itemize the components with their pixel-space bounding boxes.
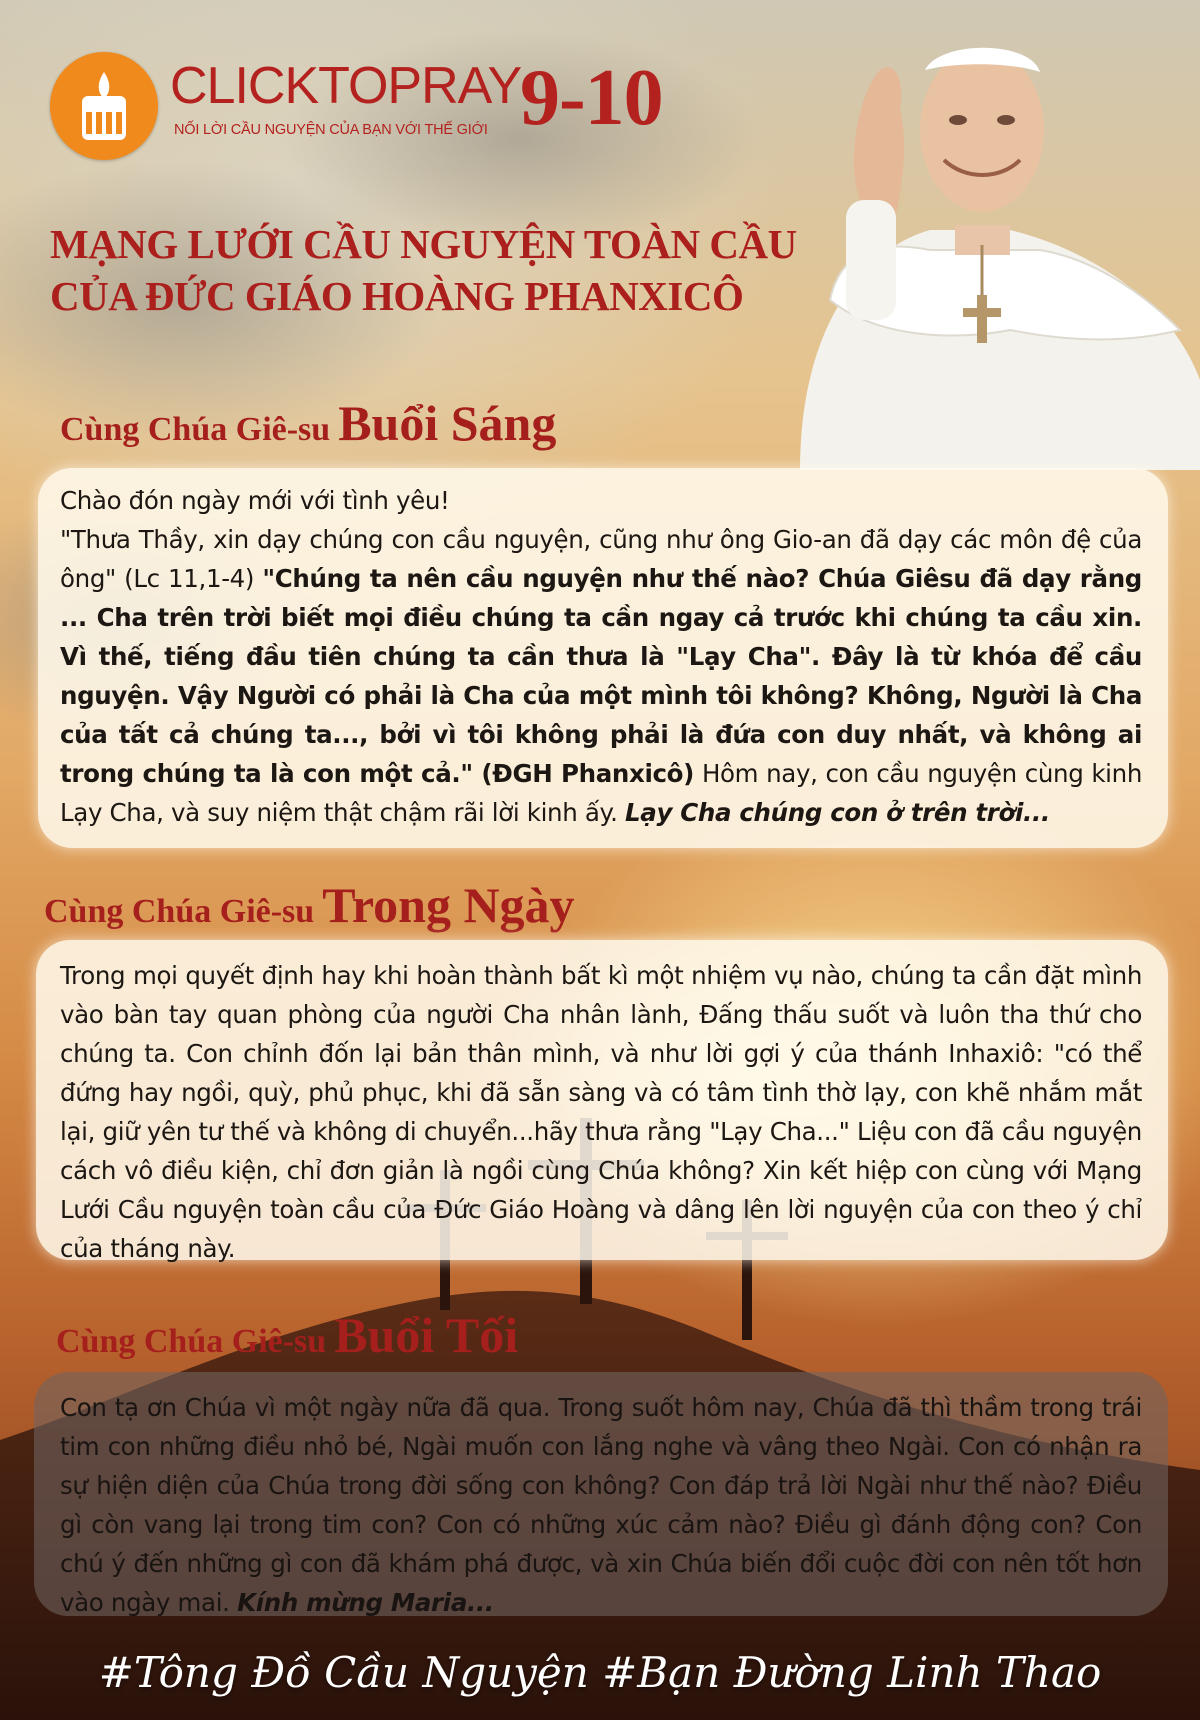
evening-closing-prayer: Kính mừng Maria... bbox=[237, 1588, 494, 1617]
morning-heading-main: Buổi Sáng bbox=[338, 395, 557, 451]
morning-heading bbox=[60, 395, 557, 451]
footer-hashtags: #Tông Đồ Cầu Nguyện #Bạn Đường Linh Thao bbox=[98, 1648, 1102, 1697]
day-heading bbox=[44, 877, 575, 933]
evening-heading-main: Buổi Tối bbox=[334, 1307, 519, 1363]
evening-text bbox=[60, 1388, 1142, 1622]
day-heading-main: Trong Ngày bbox=[322, 877, 575, 933]
brand-name: CLICKTOPRAY bbox=[170, 57, 522, 115]
pope-portrait bbox=[800, 48, 1200, 470]
morning-quote-bold: "Chúng ta nên cầu nguyện như thế nào? Chúa Giêsu đã dạy rằng ... Cha trên trời biết mọi điều chúng ta cần ngay cả trước khi chúng ta cầu xin. Vì thế, tiếng đầu tiên chúng ta cần thưa là "Lạy Cha". Đây là từ khóa để cầu nguyện. Vậy Người có phải là Cha của một mình tôi không? Không, Người là Cha của tất cả chúng ta..., bởi vì tôi không phải là đứa con duy nhất, và không ai trong chúng ta là con một cả." (ĐGH Phanxicô) bbox=[60, 564, 1142, 788]
morning-text bbox=[60, 481, 1142, 832]
network-title bbox=[50, 218, 810, 322]
clicktopray-logo bbox=[50, 52, 158, 160]
morning-closing-prayer: Lạy Cha chúng con ở trên trời... bbox=[625, 798, 1050, 827]
network-title-line1: MẠNG LƯỚI CẦU NGUYỆN TOÀN CẦU bbox=[50, 221, 797, 267]
morning-heading-prefix: Cùng Chúa Giê-su bbox=[60, 411, 331, 448]
day-text: Trong mọi quyết định hay khi hoàn thành bất kì một nhiệm vụ nào, chúng ta cần đặt mình vào bàn tay quan phòng của người Cha nhân lành, Đấng thấu suốt và luôn tha thứ cho chúng ta. Con chỉnh đốn lại bản thân mình, và như lời gợi ý của thánh Inhaxiô: "có thể đứng hay ngồi, quỳ, phủ phục, khi đã sẵn sàng và có tâm tình thờ lạy, con khẽ nhắm mắt lại, giữ yên tư thế và không di chuyển...hãy thưa rằng "Lạy Cha..." Liệu con đã cầu nguyện cách vô điều kiện, chỉ đơn giản là ngồi cùng Chúa không? Xin kết hiệp con cùng với Mạng Lưới Cầu nguyện toàn cầu của Đức Giáo Hoàng và dâng lên lời nguyện của con theo ý chỉ của tháng này. bbox=[60, 961, 1142, 1263]
evening-heading-prefix: Cùng Chúa Giê-su bbox=[56, 1323, 327, 1360]
network-title-line2: CỦA ĐỨC GIÁO HOÀNG PHANXICÔ bbox=[50, 273, 744, 319]
morning-closing: Hôm nay, con cầu nguyện cùng kinh Lạy Cha, và suy niệm thật chậm rãi lời kinh ấy. bbox=[60, 759, 1142, 827]
brand-tagline: NỐI LỜI CẦU NGUYỆN CỦA BẠN VỚI THẾ GIỚI bbox=[174, 122, 488, 138]
evening-heading bbox=[56, 1307, 519, 1363]
morning-greeting: Chào đón ngày mới với tình yêu! bbox=[60, 486, 450, 515]
evening-body: Con tạ ơn Chúa vì một ngày nữa đã qua. Trong suốt hôm nay, Chúa đã thì thầm trong trái tim con những điều nhỏ bé, Ngài muốn con lắng nghe và vâng theo Ngài. Con có nhận ra sự hiện diện của Chúa trong đời sống con không? Con đáp trả lời Ngài như thế nào? Điều gì còn vang lại trong tim con? Con có những xúc cảm nào? Điều gì đánh động con? Con chú ý đến những gì con đã khám phá được, và xin Chúa biến đổi cuộc đời con nên tốt hơn vào ngày mai. bbox=[60, 1393, 1142, 1617]
date-label: 9-10 bbox=[520, 54, 663, 142]
candle-logo-icon bbox=[50, 52, 158, 160]
morning-quote-plain: "Thưa Thầy, xin dạy chúng con cầu nguyện, cũng như ông Gio-an đã dạy các môn đệ của ông" (Lc 11,1-4) bbox=[60, 525, 1142, 593]
day-heading-prefix: Cùng Chúa Giê-su bbox=[44, 893, 315, 930]
